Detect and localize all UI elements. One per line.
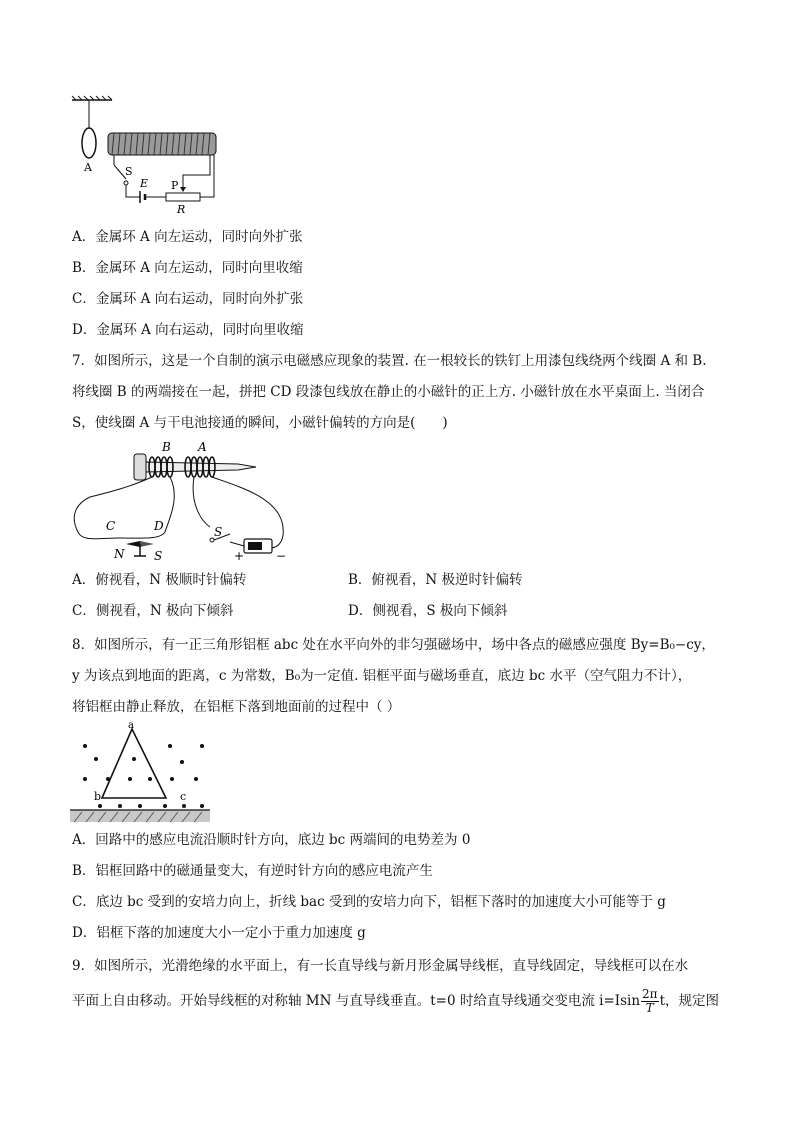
q8-option-b: B．铝框回路中的磁通量变大，有逆时针方向的感应电流产生 xyxy=(72,863,433,879)
q6-option-b: B．金属环 A 向左运动，同时向里收缩 xyxy=(72,260,303,276)
label-b: B xyxy=(162,442,171,454)
label-e: E xyxy=(140,177,149,190)
q8-stem-line1: 8．如图所示，有一正三角形铝框 abc 处在水平向外的非匀强磁场中，场中各点的磁感应强度 By=B₀−cy， xyxy=(72,637,715,653)
q7-stem-line2: 将线圈 B 的两端接在一起，拼把 CD 段漆包线放在静止的小磁针的正上方. 小磁针放在水平桌面上. 当闭合 xyxy=(72,384,705,400)
induction-demo-figure xyxy=(70,442,290,564)
q7-option-d: D．侧视看，S 极向下倾斜 xyxy=(348,603,508,619)
q8-stem-line2: y 为该点到地面的距离，c 为常数，B₀为一定值. 铝框平面与磁场垂直，底边 bc 水平（空气阻力不计）， xyxy=(72,668,692,684)
label-s: S xyxy=(125,165,133,178)
rheostat-r xyxy=(166,193,200,201)
slider-p xyxy=(183,155,210,191)
q6-option-a: A．金属环 A 向左运动，同时向外扩张 xyxy=(72,229,303,245)
label-s-pole: S xyxy=(154,549,163,563)
q7-stem-line1: 7．如图所示，这是一个自制的演示电磁感应现象的装置. 在一根较长的铁钉上用漆包线绕两个线圈 A 和 B. xyxy=(72,353,707,369)
label-s-switch: S xyxy=(214,525,223,539)
q6-option-d: D．金属环 A 向右运动，同时向里收缩 xyxy=(72,322,304,338)
label-a: A xyxy=(84,161,92,174)
solenoid-ring-circuit-figure xyxy=(70,95,230,217)
label-n: N xyxy=(114,547,125,561)
metal-ring-a xyxy=(82,128,96,158)
label-c: C xyxy=(106,519,116,533)
q6-option-c: C．金属环 A 向右运动，同时向外扩张 xyxy=(72,291,304,307)
vertex-b-label: b xyxy=(94,790,102,803)
q9-fraction-denominator: T xyxy=(645,1001,654,1015)
q8-option-a: A．回路中的感应电流沿顺时针方向，底边 bc 两端间的电势差为 0 xyxy=(72,832,471,848)
label-minus: − xyxy=(276,549,287,563)
vertex-a-label: a xyxy=(128,722,134,731)
q9-stem-line2-pre: 平面上自由移动。开始导线框的对称轴 MN 与直导线垂直。t=0 时给直导线通交变电流 i=Isin xyxy=(72,993,641,1009)
q9-fraction xyxy=(641,988,659,1015)
q7-option-b: B．俯视看，N 极逆时针偏转 xyxy=(348,572,523,588)
q9-stem-line2 xyxy=(72,986,719,1016)
q8-option-d: D．铝框下落的加速度大小一定小于重力加速度 g xyxy=(72,925,366,941)
label-a: A xyxy=(198,442,207,454)
label-r: R xyxy=(177,203,186,216)
label-p: P xyxy=(171,179,179,192)
q8-stem-line3: 将铝框由静止释放，在铝框下落到地面前的过程中（ ） xyxy=(72,699,401,715)
q9-stem-line2-post: t，规定图 xyxy=(659,993,719,1009)
label-plus: + xyxy=(234,549,245,563)
vertex-c-label: c xyxy=(180,790,187,803)
q7-option-a: A．俯视看，N 极顺时针偏转 xyxy=(72,572,247,588)
q8-option-c: C．底边 bc 受到的安培力向上，折线 bac 受到的安培力向下，铝框下落时的加速度大小可能等于 g xyxy=(72,894,666,910)
iron-nail xyxy=(146,462,256,472)
q7-option-c: C．侧视看，N 极向下倾斜 xyxy=(72,603,234,619)
label-d: D xyxy=(154,519,164,533)
triangle-frame-field-figure xyxy=(70,722,210,824)
q9-fraction-numerator: 2π xyxy=(642,987,658,1001)
q7-stem-line3: S，使线圈 A 与干电池接通的瞬间，小磁针偏转的方向是( ) xyxy=(72,415,448,431)
aluminum-triangle-frame xyxy=(102,729,166,798)
q9-stem-line1: 9．如图所示，光滑绝缘的水平面上，有一长直导线与新月形金属导线框，直导线固定，导线框可以在水 xyxy=(72,958,689,974)
compass-needle xyxy=(126,541,154,556)
